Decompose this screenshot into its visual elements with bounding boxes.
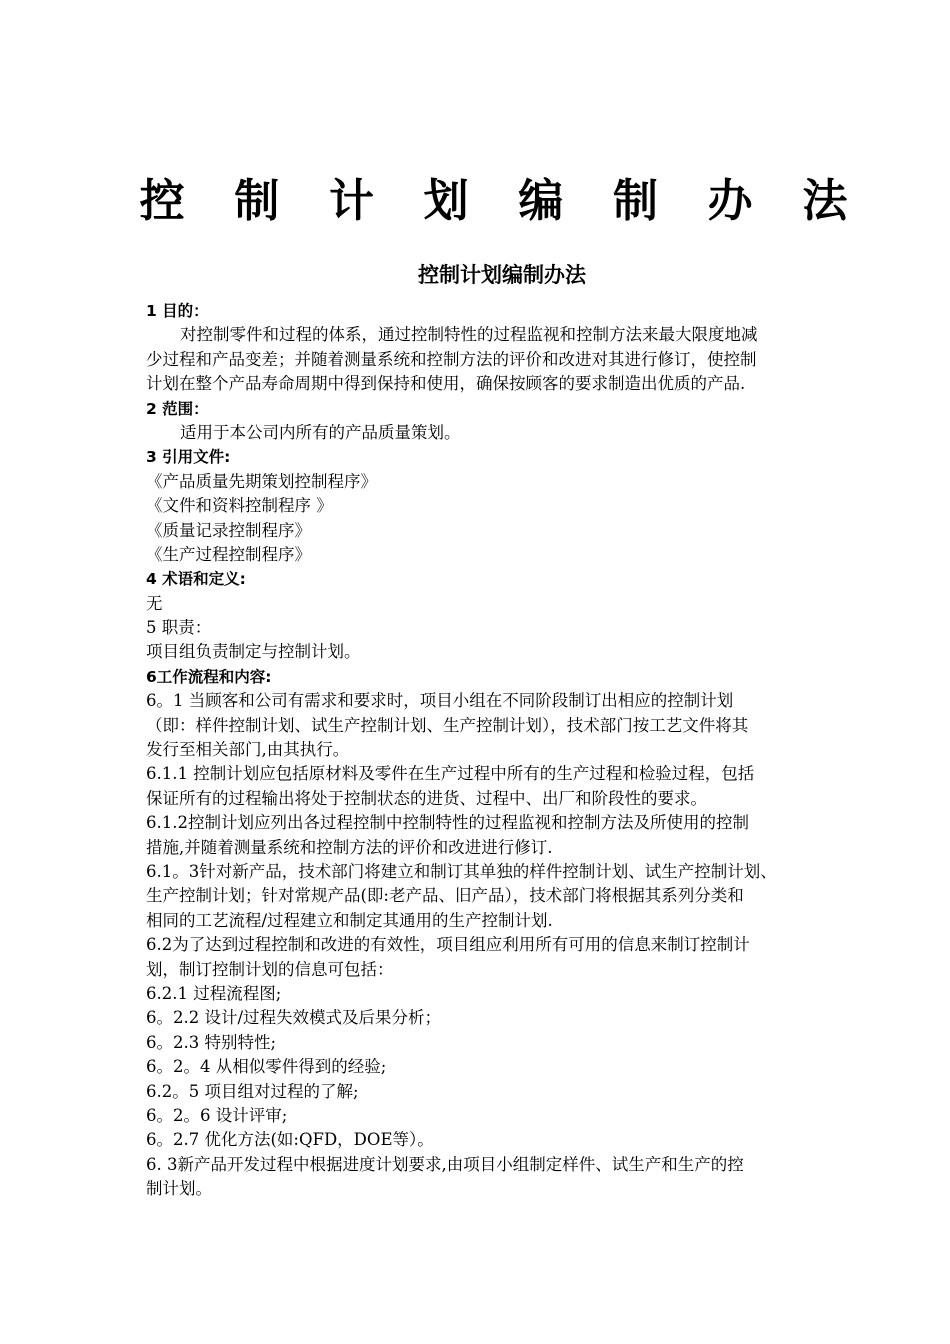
text-line: 发行至相关部门,由其执行。	[146, 740, 350, 760]
text-line: 6.1.2控制计划应列出各过程控制中控制特性的过程监视和控制方法及所使用的控制	[146, 813, 749, 833]
text-line: 6。2。6 设计评审;	[146, 1105, 288, 1125]
text-line: 划，制订控制计划的信息可包括：	[146, 959, 394, 979]
section-heading: 2 范围：	[146, 399, 209, 418]
text-line: 6。2.3 特别特性;	[146, 1032, 277, 1052]
text-line: 6.2。5 项目组对过程的了解;	[146, 1081, 359, 1101]
text-line: 《文件和资料控制程序 》	[146, 496, 333, 516]
document-body	[146, 299, 868, 1201]
text-line: 《生产过程控制程序》	[146, 544, 311, 564]
text-line: 保证所有的过程输出将处于控制状态的进货、过程中、出厂和阶段性的要求。	[146, 788, 707, 808]
section-heading: 1 目的：	[146, 302, 209, 320]
text-line: 6。2.2 设计/过程失效模式及后果分析；	[146, 1008, 442, 1028]
text-line: 5 职责：	[146, 618, 212, 638]
text-line: 6.1.1 控制计划应包括原材料及零件在生产过程中所有的生产过程和检验过程，包括	[146, 764, 755, 784]
main-title: 控 制 计 划 编 制 办 法	[139, 174, 865, 227]
text-line: 6.2.1 过程流程图;	[146, 983, 282, 1003]
text-line: 制计划。	[146, 1179, 212, 1199]
text-line: 无	[146, 593, 163, 613]
text-line: 相同的工艺流程/过程建立和制定其通用的生产控制计划.	[146, 910, 553, 930]
text-line: 对控制零件和过程的体系，通过控制特性的过程监视和控制方法来最大限度地减	[180, 325, 758, 345]
text-line: 6。2.7 优化方法(如:QFD，DOE等）。	[146, 1130, 434, 1150]
section-heading: 6工作流程和内容:	[146, 667, 272, 686]
text-line: 项目组负责制定与控制计划。	[146, 642, 361, 662]
text-line: 《质量记录控制程序》	[146, 520, 311, 540]
text-line: 少过程和产品变差；并随着测量系统和控制方法的评价和改进对其进行修订，使控制	[146, 349, 757, 369]
section-heading: 3 引用文件:	[146, 448, 231, 467]
section-heading: 4 术语和定义:	[146, 570, 246, 589]
text-line: 计划在整个产品寿命周期中得到保持和使用，确保按顾客的要求制造出优质的产品.	[146, 374, 746, 394]
text-line: 6.1。3针对新产品，技术部门将建立和制订其单独的样件控制计划、试生产控制计划、	[146, 861, 777, 881]
text-line: 6。1 当顾客和公司有需求和要求时，项目小组在不同阶段制订出相应的控制计划	[146, 691, 734, 711]
sub-title: 控制计划编制办法	[418, 263, 586, 287]
text-line: 措施,并随着测量系统和控制方法的评价和改进进行修订.	[146, 837, 553, 857]
text-line: 6.2为了达到过程控制和改进的有效性，项目组应利用所有可用的信息来制订控制计	[146, 935, 750, 955]
text-line: 生产控制计划；针对常规产品(即:老产品、旧产品），技术部门将根据其系列分类和	[146, 886, 744, 906]
text-line: 6. 3新产品开发过程中根据进度计划要求,由项目小组制定样件、试生产和生产的控	[146, 1154, 744, 1174]
text-line: 适用于本公司内所有的产品质量策划。	[180, 422, 461, 442]
text-line: （即：样件控制计划、试生产控制计划、生产控制计划），技术部门按工艺文件将其	[146, 715, 749, 735]
text-line: 《产品质量先期策划控制程序》	[146, 471, 377, 491]
text-line: 6。2。4 从相似零件得到的经验;	[146, 1057, 387, 1077]
